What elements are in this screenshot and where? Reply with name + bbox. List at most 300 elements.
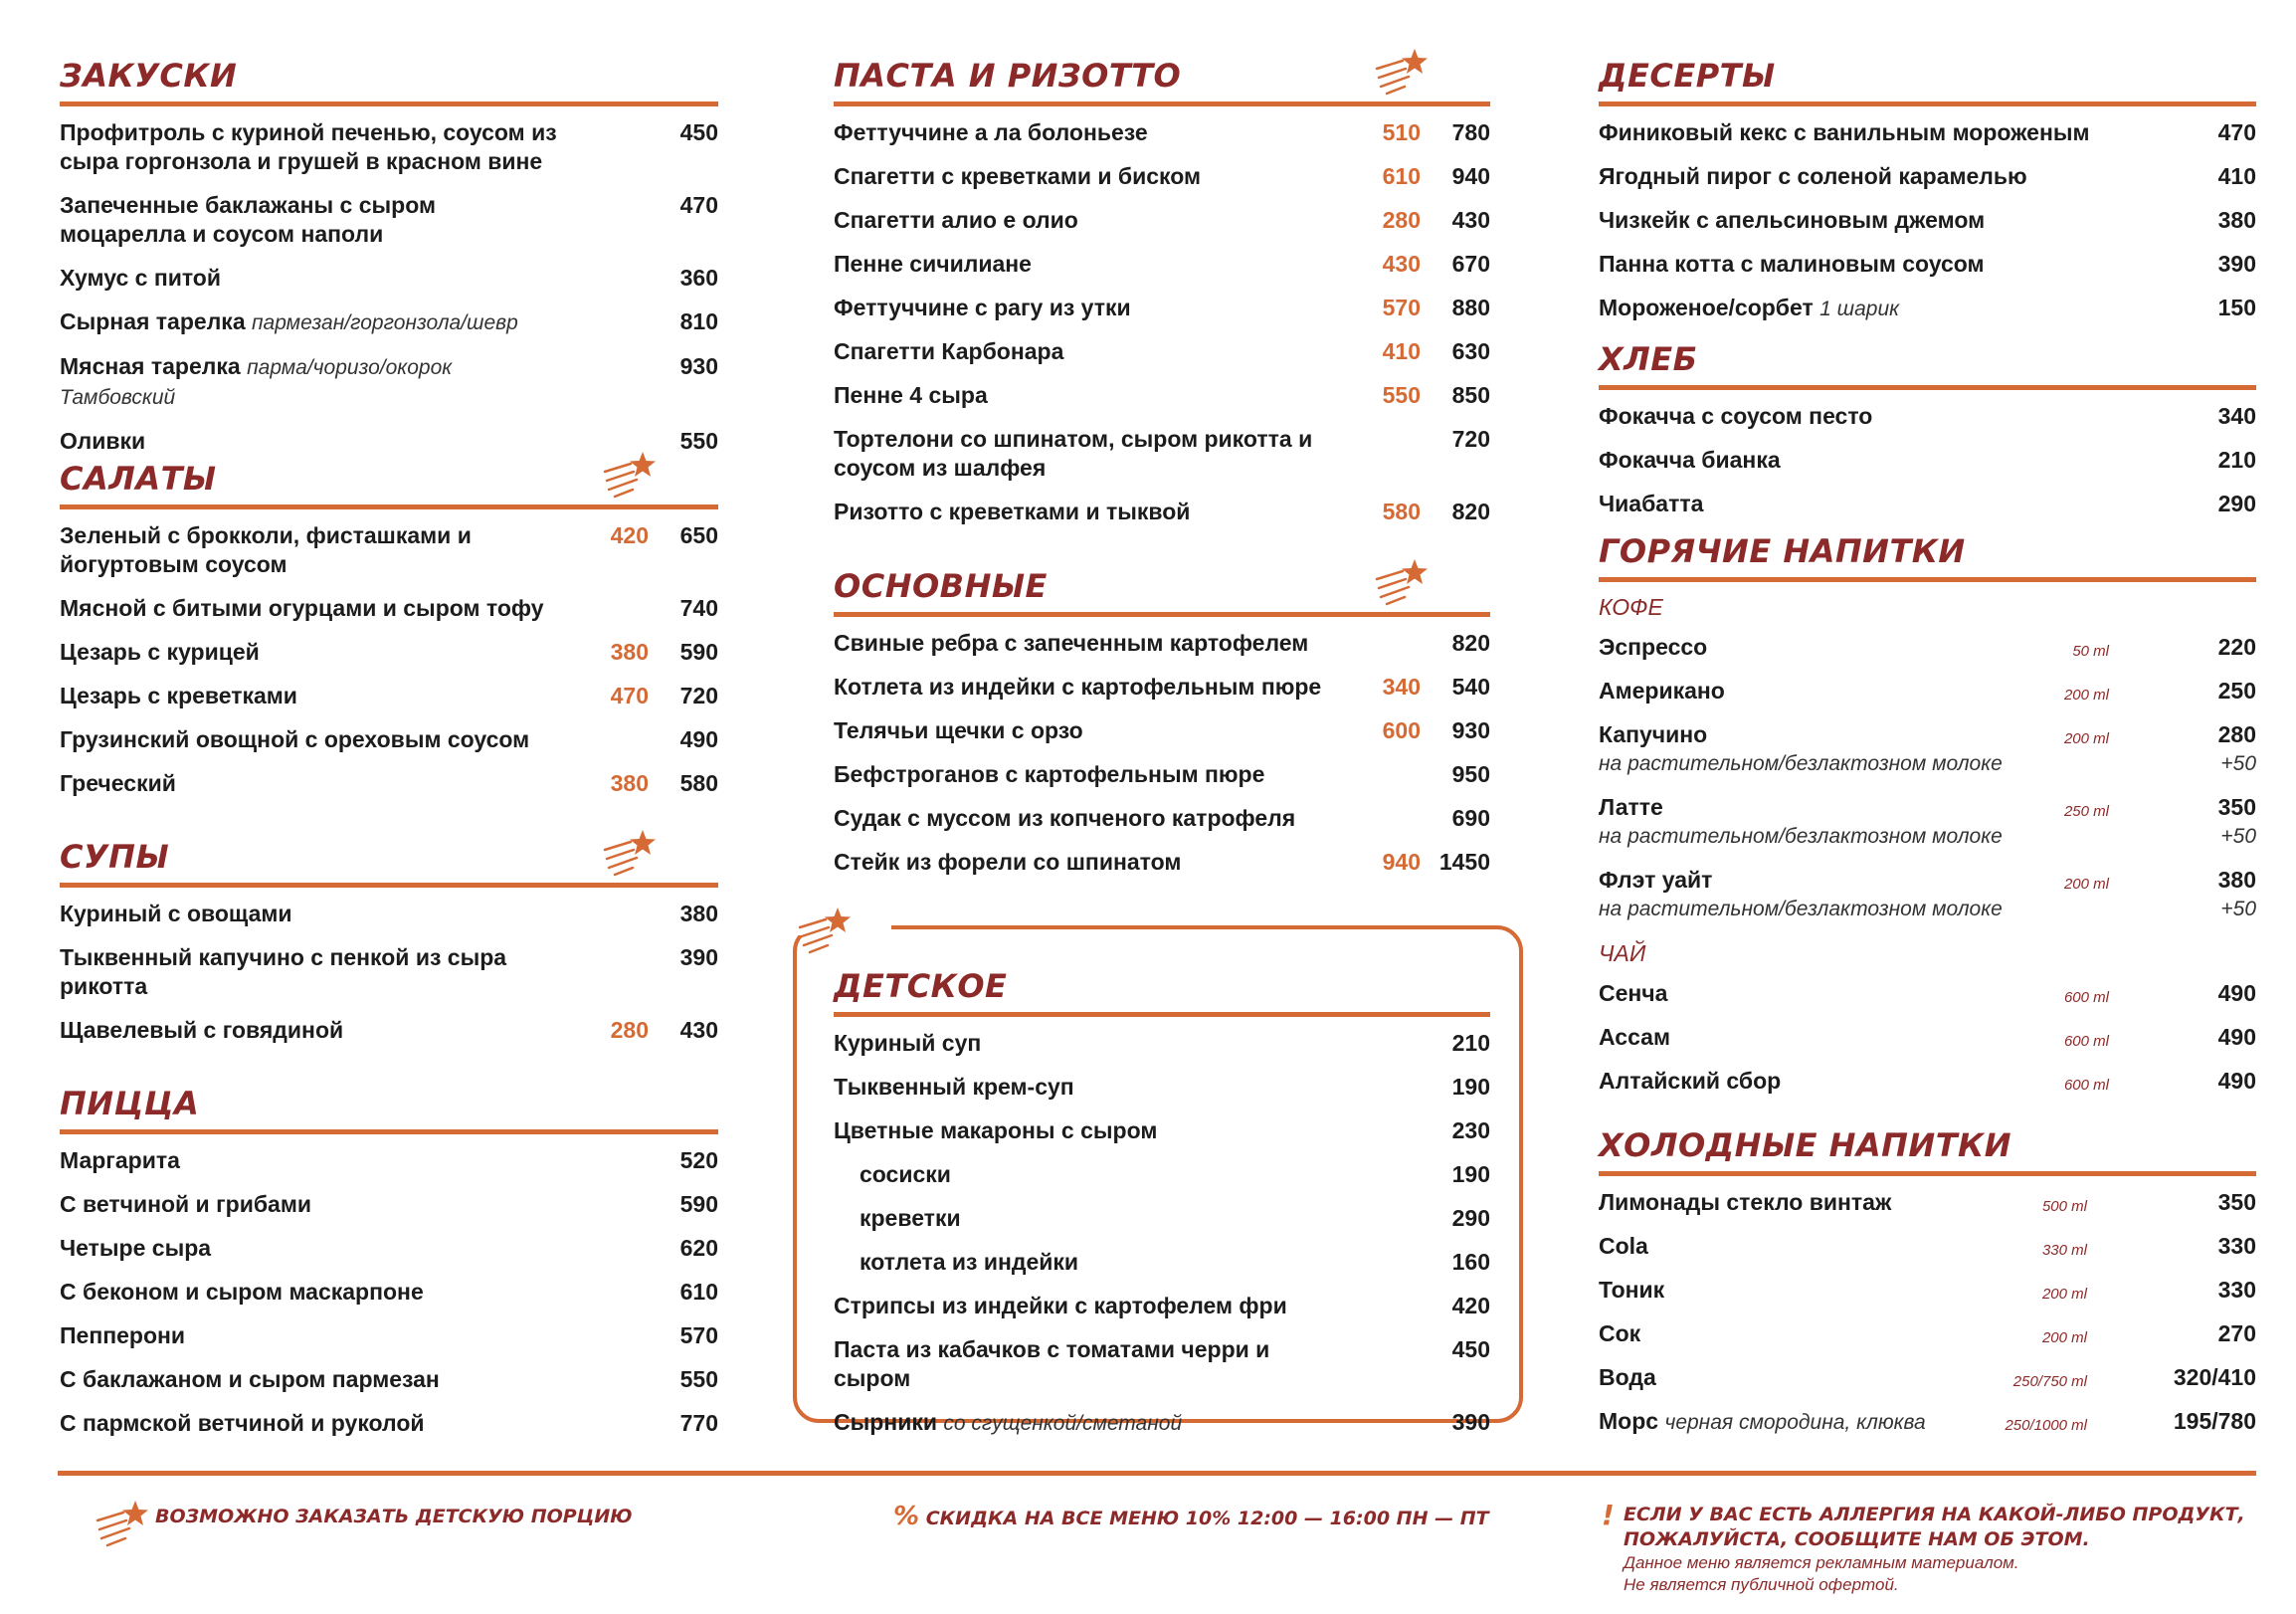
menu-item	[60, 725, 718, 769]
item-note: 1 шарик	[1819, 298, 1900, 320]
item-name	[1599, 250, 2256, 279]
item-name	[60, 1409, 718, 1438]
half-portion-price: 940	[1382, 849, 1421, 875]
half-portion-price: 580	[1382, 499, 1421, 524]
item-name	[60, 1146, 718, 1175]
item-price: 630	[1451, 338, 1490, 364]
item-price: 550	[679, 1366, 718, 1392]
item-name	[1599, 402, 2256, 431]
divider	[834, 101, 1490, 106]
menu-item	[834, 760, 1490, 804]
drink-option-price: +50	[2220, 898, 2256, 920]
item-title: Хумус с питой	[60, 265, 221, 291]
divider	[60, 883, 718, 888]
item-title: Панна котта с малиновым соусом	[1599, 251, 1985, 277]
item-title: Мороженое/сорбет	[1599, 295, 1814, 320]
drink-volume: 200 ml	[2063, 730, 2109, 747]
item-note: со сгущенкой/сметаной	[943, 1412, 1183, 1435]
drink-price: 490	[2217, 1068, 2256, 1094]
menu-item	[60, 521, 718, 594]
section-title: ПИЦЦА	[60, 1085, 200, 1122]
menu-item	[60, 264, 718, 307]
drink-price: 280	[2217, 721, 2256, 747]
item-name	[60, 900, 718, 928]
menu-item	[60, 352, 718, 427]
menu-item	[834, 1248, 1490, 1292]
divider	[60, 101, 718, 106]
menu-item	[834, 673, 1490, 716]
tea-subheading: ЧАЙ	[1599, 940, 1646, 966]
kids-portion-note: ВОЗМОЖНО ЗАКАЗАТЬ ДЕТСКУЮ ПОРЦИЮ	[155, 1506, 633, 1527]
item-name	[60, 1190, 718, 1219]
menu-item	[60, 943, 718, 1016]
menu-item	[1599, 250, 2256, 294]
item-price: 340	[2217, 403, 2256, 429]
drink-volume: 200 ml	[2041, 1329, 2087, 1346]
drink-volume: 600 ml	[2063, 1033, 2109, 1050]
item-title: Фокачча с соусом песто	[1599, 403, 1873, 429]
item-name	[834, 629, 1490, 658]
drink-item	[1599, 1407, 2256, 1452]
item-title: Спагетти алио е олио	[834, 207, 1078, 233]
item-price: 930	[679, 353, 718, 379]
item-title: С ветчиной и грибами	[60, 1191, 311, 1217]
coffee-subheading: КОФЕ	[1599, 594, 1663, 620]
drink-price: 250	[2217, 678, 2256, 704]
menu-item	[1599, 446, 2256, 490]
menu-item	[1599, 118, 2256, 162]
item-title: Спагетти Карбонара	[834, 338, 1064, 364]
drink-option: на растительном/безлактозном молоке	[1599, 898, 2003, 920]
item-title: Феттуччине с рагу из утки	[834, 295, 1131, 320]
section-hleb	[1599, 338, 2256, 533]
drink-volume: 250/1000 ml	[2005, 1417, 2087, 1434]
drink-item	[1599, 677, 2256, 720]
drink-price: 350	[2217, 794, 2256, 820]
shooting-star-icon	[96, 1499, 151, 1548]
item-name	[834, 804, 1490, 833]
menu-item	[1599, 402, 2256, 446]
menu-item	[834, 1116, 1490, 1160]
divider	[60, 1129, 718, 1134]
item-title: Сырники	[834, 1409, 937, 1435]
section-title: ХОЛОДНЫЕ НАПИТКИ	[1599, 1126, 2011, 1164]
drink-price: 320/410	[2173, 1364, 2256, 1390]
menu-item	[834, 250, 1490, 294]
item-title: Профитроль с куриной печенью, соусом из сыра горгонзола и грушей в красном вине	[60, 119, 557, 174]
half-portion-price: 380	[610, 770, 649, 796]
menu-item	[60, 307, 718, 352]
item-price: 550	[679, 428, 718, 454]
drink-volume: 50 ml	[2072, 643, 2109, 660]
item-price: 780	[1451, 119, 1490, 145]
drink-option: на растительном/безлактозном молоке	[1599, 752, 2003, 775]
item-title: Цветные макароны с сыром	[834, 1117, 1158, 1143]
item-price: 520	[679, 1147, 718, 1173]
item-name	[60, 943, 718, 1001]
divider	[834, 612, 1490, 617]
item-name	[834, 1029, 1490, 1058]
menu-item	[834, 1029, 1490, 1073]
item-title: Стейк из форели со шпинатом	[834, 849, 1182, 875]
section-title: ОСНОВНЫЕ	[834, 567, 1048, 605]
item-price: 390	[679, 944, 718, 970]
drink-volume: 250/750 ml	[2012, 1373, 2087, 1390]
item-title: Маргарита	[60, 1147, 180, 1173]
drink-name: Сок	[1599, 1320, 1641, 1346]
divider	[1599, 1171, 2256, 1176]
shooting-star-icon	[1375, 557, 1431, 607]
item-price: 430	[679, 1017, 718, 1043]
half-portion-price: 570	[1382, 295, 1421, 320]
drink-name: Вода	[1599, 1364, 1656, 1390]
item-title: Куриный с овощами	[60, 901, 292, 926]
item-price: 670	[1451, 251, 1490, 277]
menu-item	[60, 1321, 718, 1365]
item-name	[834, 1292, 1490, 1320]
item-title: Свиные ребра с запеченным картофелем	[834, 630, 1309, 656]
menu-item	[60, 682, 718, 725]
section-detskoe	[834, 965, 1490, 1453]
section-title: ЗАКУСКИ	[60, 57, 238, 95]
item-title: сосиски	[860, 1161, 951, 1187]
divider	[60, 504, 718, 509]
item-title: Ягодный пирог с соленой карамелью	[1599, 163, 2027, 189]
item-name	[1599, 446, 2256, 475]
drink-price: 195/780	[2173, 1408, 2256, 1434]
item-name	[60, 352, 718, 412]
menu-item	[834, 1408, 1490, 1453]
drink-price: 330	[2217, 1233, 2256, 1259]
drink-price: 330	[2217, 1277, 2256, 1303]
drink-name: Cola	[1599, 1233, 1648, 1259]
item-name	[834, 1408, 1490, 1438]
section-pizza	[60, 1083, 718, 1453]
menu-item	[834, 848, 1490, 892]
item-price: 690	[1451, 805, 1490, 831]
shooting-star-icon	[798, 906, 867, 967]
item-price: 490	[679, 726, 718, 752]
menu-item	[834, 1335, 1490, 1408]
drink-volume: 200 ml	[2063, 876, 2109, 893]
item-price: 190	[1451, 1161, 1490, 1187]
divider	[1599, 385, 2256, 390]
drink-name: Морс	[1599, 1408, 1659, 1434]
item-title: Чизкейк с апельсиновым джемом	[1599, 207, 1986, 233]
drink-name: Лимонады стекло винтаж	[1599, 1189, 1892, 1215]
item-price: 650	[679, 522, 718, 548]
section-title: ГОРЯЧИЕ НАПИТКИ	[1599, 532, 1966, 570]
section-title: ДЕТСКОЕ	[834, 967, 1008, 1005]
shooting-star-icon	[603, 450, 659, 500]
item-name	[834, 425, 1490, 483]
divider	[834, 1012, 1490, 1017]
item-price: 190	[1451, 1074, 1490, 1100]
shooting-star-icon	[603, 828, 659, 878]
item-title: Судак с муссом из копченого катрофеля	[834, 805, 1296, 831]
drink-name: Сенча	[1599, 980, 1668, 1006]
item-name	[60, 594, 718, 623]
shooting-star-icon	[1375, 47, 1431, 97]
drink-option: на растительном/безлактозном молоке	[1599, 825, 2003, 848]
drink-name: Ассам	[1599, 1024, 1670, 1050]
half-portion-price: 510	[1382, 119, 1421, 145]
item-title: Тортелони со шпинатом, сыром рикотта и соусом из шалфея	[834, 426, 1313, 481]
menu-item	[834, 294, 1490, 337]
item-price: 290	[2217, 491, 2256, 516]
drink-volume: 600 ml	[2063, 1077, 2109, 1094]
drink-name: Алтайский сбор	[1599, 1068, 1782, 1094]
section-title: ХЛЕБ	[1599, 340, 1698, 378]
item-title: Спагетти с креветками и биском	[834, 163, 1202, 189]
drink-item	[1599, 866, 2256, 938]
item-title: Четыре сыра	[60, 1235, 212, 1261]
half-portion-price: 600	[1382, 717, 1421, 743]
item-name	[60, 1365, 718, 1394]
item-title: Щавелевый с говядиной	[60, 1017, 344, 1043]
item-name	[1599, 162, 2256, 191]
menu-item	[834, 162, 1490, 206]
menu-item	[60, 1146, 718, 1190]
drink-price: 270	[2217, 1320, 2256, 1346]
percent-icon: %	[893, 1502, 920, 1531]
item-price: 820	[1451, 499, 1490, 524]
half-portion-price: 380	[610, 639, 649, 665]
item-price: 470	[679, 192, 718, 218]
item-name	[834, 1160, 1490, 1189]
drink-item	[1599, 1232, 2256, 1276]
section-hot-drinks	[1599, 530, 2256, 1110]
menu-item	[834, 1292, 1490, 1335]
menu-item	[1599, 490, 2256, 533]
drink-volume: 500 ml	[2041, 1198, 2087, 1215]
menu-item	[834, 337, 1490, 381]
half-portion-price: 280	[1382, 207, 1421, 233]
drink-price: 490	[2217, 980, 2256, 1006]
drink-name: Латте	[1599, 794, 1663, 820]
half-portion-price: 550	[1382, 382, 1421, 408]
menu-item	[1599, 162, 2256, 206]
exclamation-icon: !	[1602, 1499, 1615, 1531]
drink-name: Капучино	[1599, 721, 1708, 747]
item-title: Пепперони	[60, 1322, 186, 1348]
item-price: 430	[1451, 207, 1490, 233]
item-title: С баклажаном и сыром пармезан	[60, 1366, 440, 1392]
item-price: 420	[1451, 1293, 1490, 1318]
menu-item	[834, 716, 1490, 760]
item-title: Тыквенный капучино с пенкой из сыра рикотта	[60, 944, 507, 999]
item-title: С беконом и сыром маскарпоне	[60, 1279, 424, 1305]
half-portion-price: 470	[610, 683, 649, 708]
section-title: ПАСТА И РИЗОТТО	[834, 57, 1182, 95]
item-name	[834, 760, 1490, 789]
item-price: 380	[2217, 207, 2256, 233]
item-price: 410	[2217, 163, 2256, 189]
item-price: 570	[679, 1322, 718, 1348]
menu-item	[834, 206, 1490, 250]
drink-volume: 600 ml	[2063, 989, 2109, 1006]
drink-volume: 200 ml	[2063, 687, 2109, 704]
item-title: Запеченные баклажаны с сыром моцарелла и соусом наполи	[60, 192, 436, 247]
item-price: 150	[2217, 295, 2256, 320]
section-cold-drinks	[1599, 1124, 2256, 1452]
item-title: Пенне сичилиане	[834, 251, 1032, 277]
item-note: пармезан/горгонзола/шевр	[252, 311, 518, 334]
item-price: 210	[2217, 447, 2256, 473]
item-name	[834, 1204, 1490, 1233]
item-price: 380	[679, 901, 718, 926]
drink-option-price: +50	[2220, 752, 2256, 775]
menu-item	[60, 1409, 718, 1453]
menu-item	[834, 425, 1490, 498]
item-title: Тыквенный крем-суп	[834, 1074, 1074, 1100]
item-name	[1599, 490, 2256, 518]
item-title: Бефстроганов с картофельным пюре	[834, 761, 1265, 787]
drink-item	[1599, 1188, 2256, 1232]
drink-name: Флэт уайт	[1599, 867, 1713, 893]
drink-note: черная смородина, клюква	[1664, 1411, 1926, 1434]
item-title: Феттуччине а ла болоньезе	[834, 119, 1148, 145]
item-name	[60, 1234, 718, 1263]
item-price: 740	[679, 595, 718, 621]
drink-item	[1599, 633, 2256, 677]
item-title: Фокачча бианка	[1599, 447, 1781, 473]
item-name	[60, 1278, 718, 1307]
menu-item	[834, 1160, 1490, 1204]
item-price: 720	[1451, 426, 1490, 452]
section-salaty	[60, 458, 718, 813]
item-title: Пенне 4 сыра	[834, 382, 988, 408]
item-price: 880	[1451, 295, 1490, 320]
item-title: Паста из кабачков с томатами черри и сыром	[834, 1336, 1270, 1391]
item-title: С пармской ветчиной и руколой	[60, 1410, 425, 1436]
drink-item	[1599, 720, 2256, 793]
item-title: Зеленый с брокколи, фисташками и йогуртовым соусом	[60, 522, 472, 577]
menu-item	[834, 1204, 1490, 1248]
item-name	[1599, 118, 2256, 147]
menu-item	[60, 769, 718, 813]
drink-volume: 200 ml	[2041, 1286, 2087, 1303]
menu-item	[60, 594, 718, 638]
item-title: Куриный суп	[834, 1030, 982, 1056]
drink-item	[1599, 1067, 2256, 1110]
item-title: Стрипсы из индейки с картофелем фри	[834, 1293, 1287, 1318]
item-title: Грузинский овощной с ореховым соусом	[60, 726, 530, 752]
section-osnovnye	[834, 565, 1490, 892]
half-portion-price: 420	[610, 522, 649, 548]
menu-item	[60, 118, 718, 191]
item-price: 360	[679, 265, 718, 291]
item-price: 540	[1451, 674, 1490, 700]
footer-divider	[58, 1471, 2256, 1476]
menu-item	[60, 1016, 718, 1060]
drink-option-price: +50	[2220, 825, 2256, 848]
drink-price: 490	[2217, 1024, 2256, 1050]
item-price: 160	[1451, 1249, 1490, 1275]
item-title: Греческий	[60, 770, 176, 796]
drink-volume: 250 ml	[2063, 803, 2109, 820]
drink-name: Тоник	[1599, 1277, 1665, 1303]
item-title: Мясная тарелка	[60, 353, 241, 379]
drink-item	[1599, 1276, 2256, 1319]
drink-item	[1599, 1023, 2256, 1067]
item-name	[60, 264, 718, 293]
item-title: котлета из индейки	[860, 1249, 1079, 1275]
item-price: 290	[1451, 1205, 1490, 1231]
item-price: 590	[679, 639, 718, 665]
item-price: 820	[1451, 630, 1490, 656]
item-name	[60, 118, 718, 176]
allergy-note: ! ЕСЛИ У ВАС ЕСТЬ АЛЛЕРГИЯ НА КАКОЙ-ЛИБО ПРОДУКТ, ПОЖАЛУЙСТА, СООБЩИТЕ НАМ ОБ ЭТОМ. Данное меню является рекламным материалом. Не является публичной офертой.	[1602, 1499, 2245, 1594]
item-price: 470	[2217, 119, 2256, 145]
menu-item	[834, 629, 1490, 673]
item-title: Телячьи щечки с орзо	[834, 717, 1083, 743]
drink-volume: 330 ml	[2041, 1242, 2087, 1259]
item-name	[1599, 206, 2256, 235]
item-name	[60, 725, 718, 754]
menu-item	[1599, 206, 2256, 250]
menu-item	[834, 804, 1490, 848]
drink-name: Эспрессо	[1599, 634, 1708, 660]
item-price: 770	[679, 1410, 718, 1436]
half-portion-price: 430	[1382, 251, 1421, 277]
divider	[1599, 101, 2256, 106]
item-price: 810	[679, 308, 718, 334]
item-title: Котлета из индейки с картофельным пюре	[834, 674, 1322, 700]
menu-item	[60, 900, 718, 943]
menu-item	[60, 191, 718, 264]
item-price: 580	[679, 770, 718, 796]
item-title: Цезарь с курицей	[60, 639, 260, 665]
drink-price: 380	[2217, 867, 2256, 893]
menu-item	[60, 1190, 718, 1234]
item-price: 1450	[1438, 849, 1490, 875]
discount-note: % СКИДКА НА ВСЕ МЕНЮ 10% 12:00 — 16:00 ПН — ПТ	[893, 1502, 1489, 1531]
item-name	[1599, 294, 2256, 323]
item-price: 450	[679, 119, 718, 145]
item-price: 620	[679, 1235, 718, 1261]
item-name	[60, 191, 718, 249]
item-title: Мясной с битыми огурцами и сыром тофу	[60, 595, 544, 621]
menu-item	[60, 1234, 718, 1278]
item-price: 940	[1451, 163, 1490, 189]
item-name	[834, 1116, 1490, 1145]
section-zakuski	[60, 55, 718, 471]
menu-item	[834, 1073, 1490, 1116]
half-portion-price: 610	[1382, 163, 1421, 189]
drink-item	[1599, 1363, 2256, 1407]
drink-name: Американо	[1599, 678, 1725, 704]
item-price: 450	[1451, 1336, 1490, 1362]
item-title: Финиковый кекс с ванильным мороженым	[1599, 119, 2090, 145]
item-title: Сырная тарелка	[60, 308, 246, 334]
item-price: 390	[2217, 251, 2256, 277]
section-title: САЛАТЫ	[60, 460, 217, 498]
item-name	[834, 1073, 1490, 1102]
item-title: Оливки	[60, 428, 146, 454]
drink-item	[1599, 793, 2256, 866]
item-name	[834, 1248, 1490, 1277]
item-price: 950	[1451, 761, 1490, 787]
menu-item	[834, 118, 1490, 162]
item-price: 720	[679, 683, 718, 708]
item-price: 390	[1451, 1409, 1490, 1435]
item-note: парма/чоризо/окорок Тамбовский	[60, 356, 453, 409]
section-title: ДЕСЕРТЫ	[1599, 57, 1776, 95]
item-title: Цезарь с креветками	[60, 683, 297, 708]
section-title: СУПЫ	[60, 838, 170, 876]
item-price: 850	[1451, 382, 1490, 408]
